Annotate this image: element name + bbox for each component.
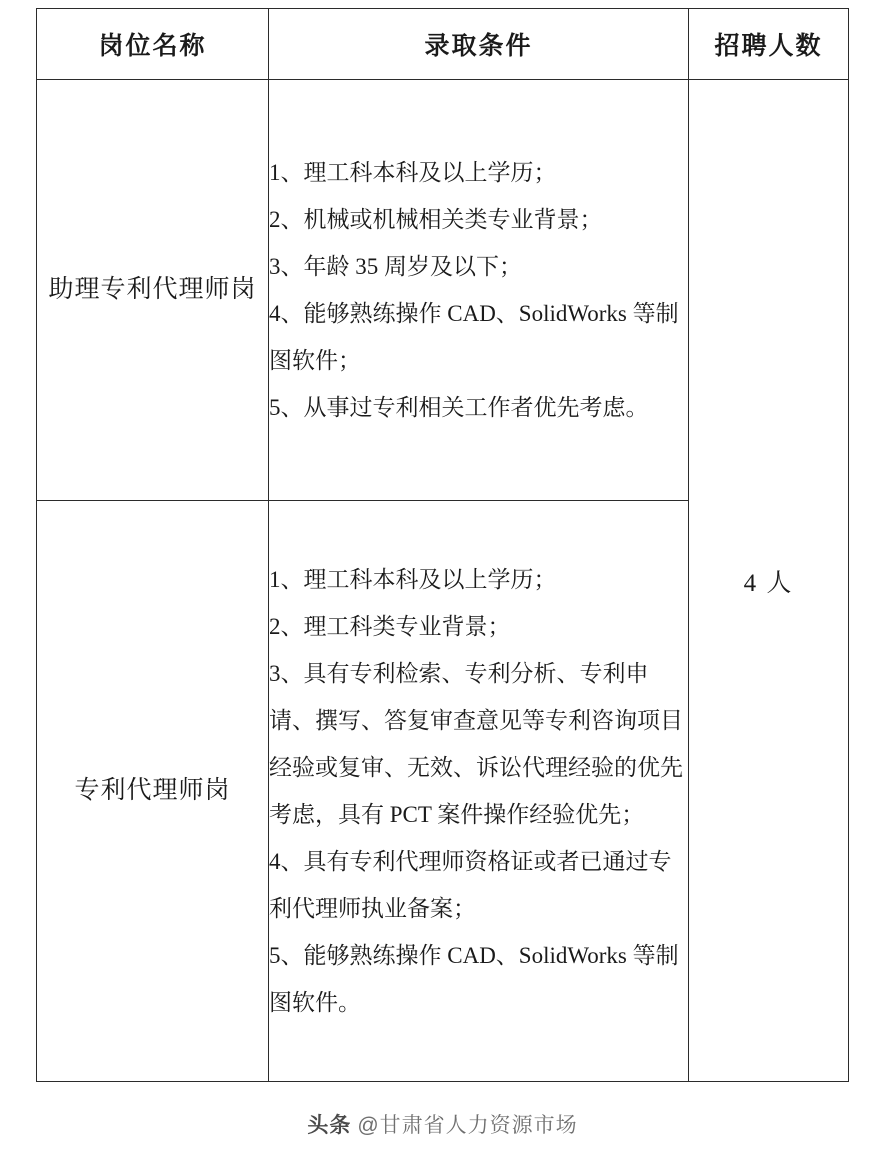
conditions-assistant-patent-agent (269, 80, 689, 501)
condition-item: 4、具有专利代理师资格证或者已通过专利代理师执业备案； (269, 849, 672, 921)
condition-item: 2、机械或机械相关类专业背景； (269, 207, 603, 232)
conditions-patent-agent (269, 501, 689, 1082)
condition-item: 5、能够熟练操作 CAD、SolidWorks 等制图软件。 (269, 943, 679, 1015)
condition-list (269, 149, 688, 431)
table-header-row (37, 9, 849, 80)
condition-item: 1、理工科本科及以上学历； (269, 567, 557, 592)
condition-item: 3、具有专利检索、专利分析、专利申请、撰写、答复审查意见等专利咨询项目经验或复审、无效、诉讼代理经验的优先考虑，具有 PCT 案件操作经验优先； (269, 661, 683, 827)
column-header-headcount: 招聘人数 (689, 9, 849, 80)
column-header-post-name: 岗位名称 (37, 9, 269, 80)
column-header-conditions: 录取条件 (269, 9, 689, 80)
table-body (37, 80, 849, 1082)
table-header (37, 9, 849, 80)
condition-item: 3、年龄 35 周岁及以下； (269, 254, 522, 279)
recruitment-table (36, 8, 849, 1082)
watermark (0, 1109, 885, 1139)
toutiao-logo-icon: 头条 (307, 1114, 352, 1137)
post-name-assistant-patent-agent: 助理专利代理师岗 (37, 80, 269, 501)
condition-item: 5、从事过专利相关工作者优先考虑。 (269, 395, 649, 420)
condition-item: 4、能够熟练操作 CAD、SolidWorks 等制图软件； (269, 301, 679, 373)
condition-list (269, 556, 688, 1026)
post-name-patent-agent: 专利代理师岗 (37, 501, 269, 1082)
headcount-value: 4 人 (689, 80, 849, 1082)
condition-item: 1、理工科本科及以上学历； (269, 160, 557, 185)
table-row (37, 80, 849, 501)
condition-item: 2、理工科类专业背景； (269, 614, 511, 639)
watermark-text: @甘肃省人力资源市场 (357, 1114, 578, 1137)
